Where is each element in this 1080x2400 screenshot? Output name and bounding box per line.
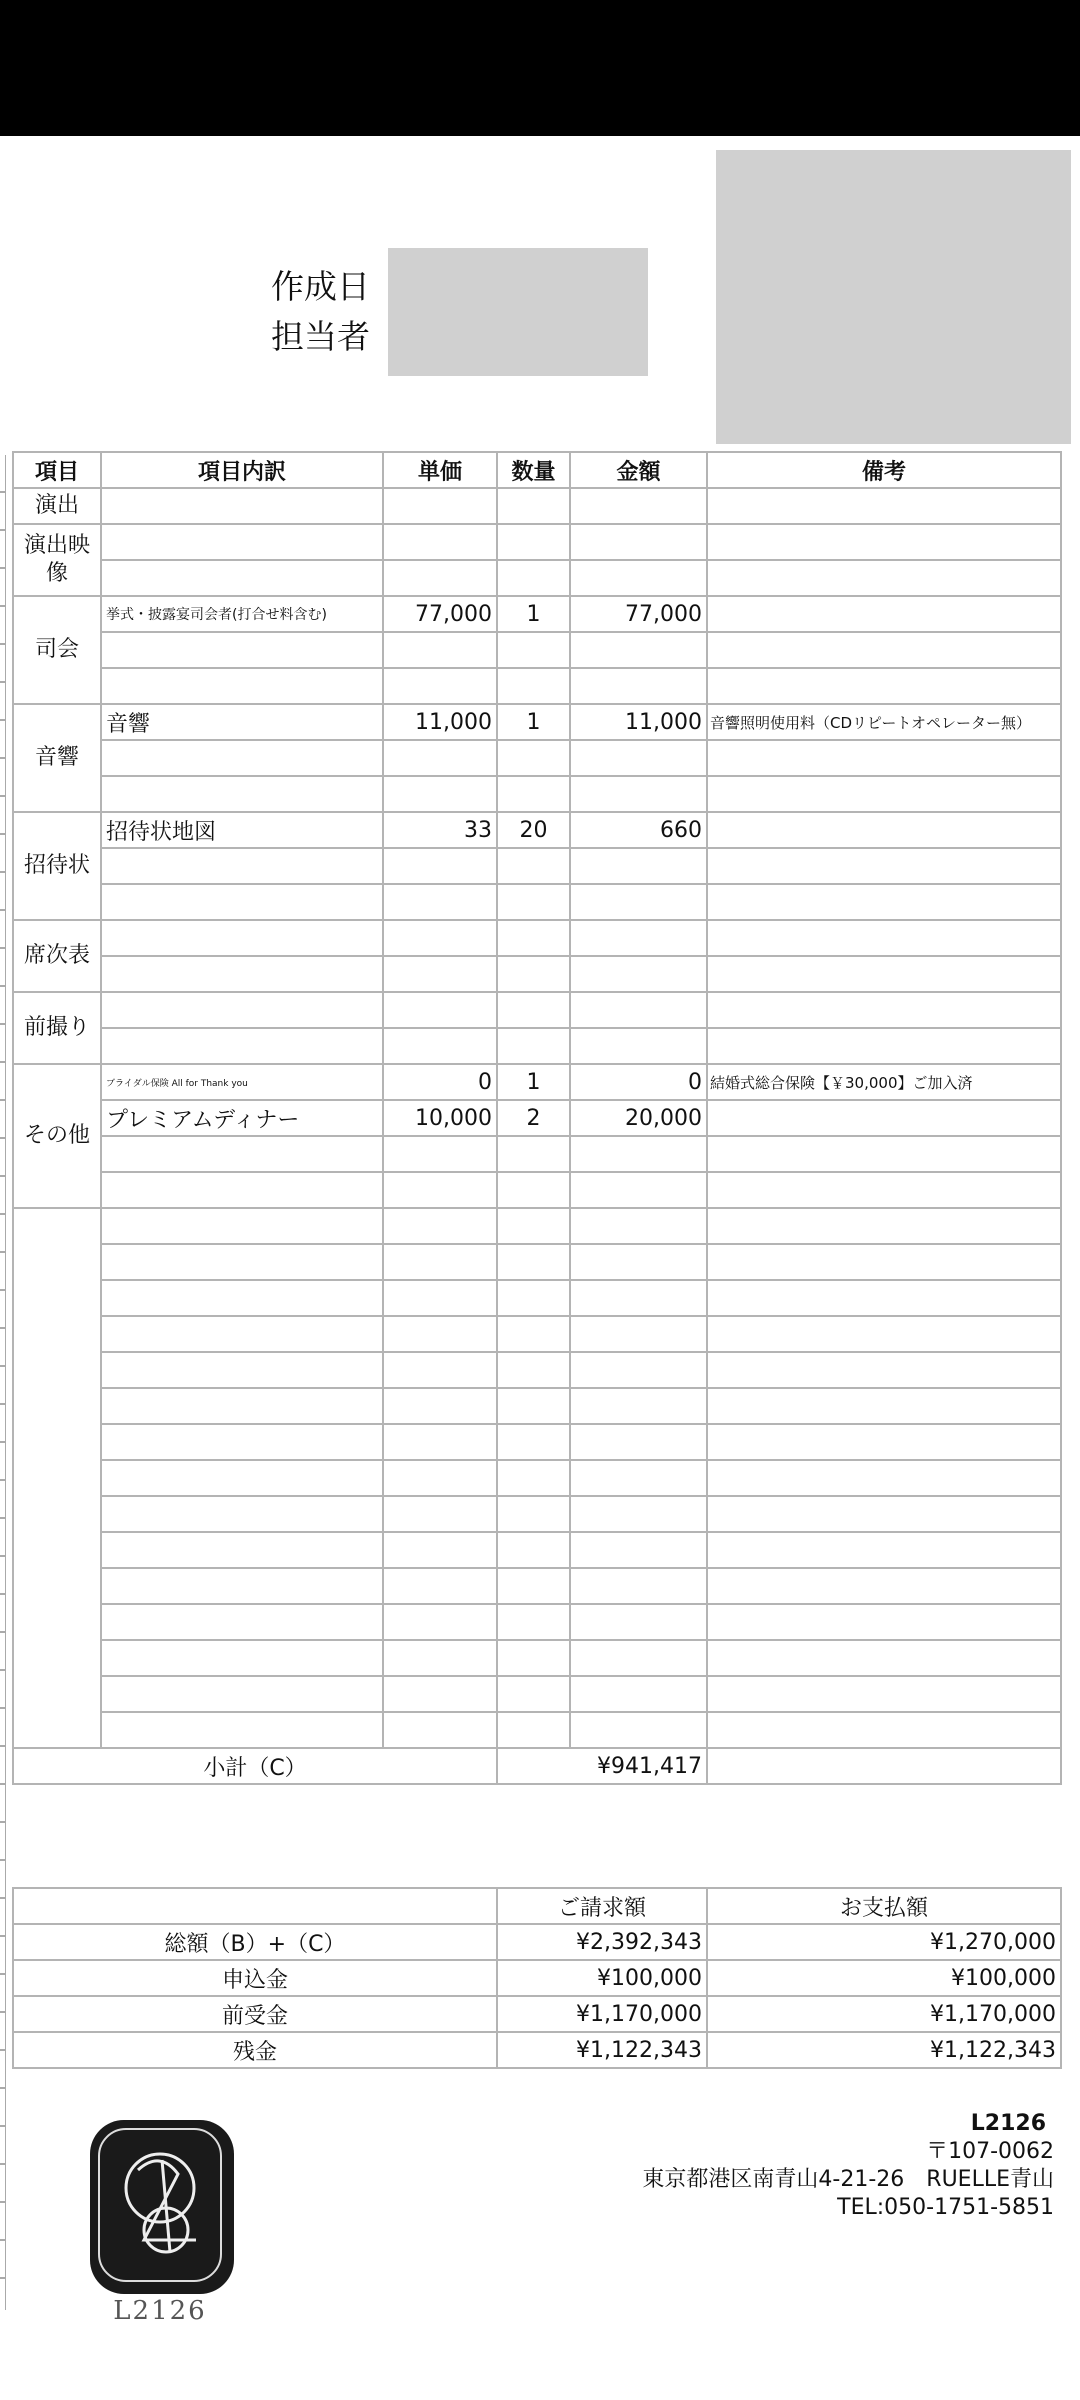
summary-label: 残金 (13, 2032, 497, 2068)
summary-billed: ¥1,170,000 (497, 1996, 707, 2032)
header-unit-price: 単価 (383, 452, 497, 488)
l2126-logo (90, 2120, 234, 2294)
qty-map: 20 (497, 812, 570, 848)
note-dinner (707, 1100, 1061, 1136)
item-insurance: ブライダル保険 All for Thank you (101, 1064, 383, 1100)
table-row (13, 1100, 1061, 1136)
payment-summary-table (12, 1887, 1062, 2069)
company-info (642, 2110, 1054, 2222)
header-paid: お支払額 (707, 1888, 1061, 1924)
summary-paid: ¥1,170,000 (707, 1996, 1061, 2032)
table-row (13, 1460, 1061, 1496)
postal-code: 〒107-0062 (926, 2139, 1054, 2164)
table-row (13, 884, 1061, 920)
table-row (13, 1676, 1061, 1712)
amount-insurance: 0 (570, 1064, 707, 1100)
created-date-label: 作成日 (271, 267, 370, 306)
table-row (13, 1136, 1061, 1172)
blank-category (13, 1208, 101, 1748)
summary-row-advance (13, 1996, 1061, 2032)
table-row (13, 560, 1061, 596)
subtotal-value: ¥941,417 (497, 1748, 707, 1784)
left-margin-rules (0, 455, 6, 2310)
table-row (13, 1352, 1061, 1388)
company-code: L2126 (970, 2111, 1046, 2136)
summary-billed: ¥1,122,343 (497, 2032, 707, 2068)
table-row (13, 1604, 1061, 1640)
summary-header-row (13, 1888, 1061, 1924)
header-billed: ご請求額 (497, 1888, 707, 1924)
header-category: 項目 (13, 452, 101, 488)
table-row (13, 1388, 1061, 1424)
table-row (13, 1064, 1061, 1100)
logo-wordmark: L2126 (113, 2296, 207, 2326)
table-row (13, 992, 1061, 1028)
table-row (13, 1208, 1061, 1244)
address: 東京都港区南青山4-21-26 RUELLE青山 (642, 2167, 1054, 2192)
amount-map: 660 (570, 812, 707, 848)
header-amount: 金額 (570, 452, 707, 488)
table-row (13, 812, 1061, 848)
note-mc (707, 596, 1061, 632)
table-row (13, 920, 1061, 956)
summary-paid: ¥100,000 (707, 1960, 1061, 1996)
header-note: 備考 (707, 452, 1061, 488)
phone: TEL:050-1751-5851 (837, 2195, 1054, 2220)
category-enshutsu: 演出 (13, 488, 101, 524)
table-row (13, 488, 1061, 524)
table-row (13, 1316, 1061, 1352)
category-sonota: その他 (13, 1064, 101, 1208)
price-map: 33 (383, 812, 497, 848)
item-mc: 挙式・披露宴司会者(打合せ料含む) (101, 596, 383, 632)
staff-label: 担当者 (271, 317, 370, 356)
table-row (13, 776, 1061, 812)
header-item: 項目内訳 (101, 452, 383, 488)
amount-mc: 77,000 (570, 596, 707, 632)
item-audio: 音響 (101, 704, 383, 740)
table-row (13, 1640, 1061, 1676)
amount-dinner: 20,000 (570, 1100, 707, 1136)
header-quantity: 数量 (497, 452, 570, 488)
summary-row-balance (13, 2032, 1061, 2068)
table-row (13, 848, 1061, 884)
summary-label: 総額（B）+（C） (13, 1924, 497, 1960)
category-sekijihyo: 席次表 (13, 920, 101, 992)
table-row (13, 524, 1061, 560)
summary-billed: ¥100,000 (497, 1960, 707, 1996)
qty-insurance: 1 (497, 1064, 570, 1100)
summary-row-total (13, 1924, 1061, 1960)
summary-row-application-fee (13, 1960, 1061, 1996)
redacted-stamp-area (716, 150, 1071, 444)
price-mc: 77,000 (383, 596, 497, 632)
note-audio: 音響照明使用料（CDリピートオペレーター無） (707, 704, 1061, 740)
document-meta (271, 262, 370, 362)
item-dinner: プレミアムディナー (101, 1100, 383, 1136)
price-audio: 11,000 (383, 704, 497, 740)
estimate-table (12, 451, 1062, 1785)
table-row (13, 596, 1061, 632)
price-insurance: 0 (383, 1064, 497, 1100)
category-shikai: 司会 (13, 596, 101, 704)
category-enshutsu-eizo: 演出映像 (13, 524, 101, 596)
table-row (13, 704, 1061, 740)
table-row (13, 956, 1061, 992)
table-row (13, 632, 1061, 668)
table-row (13, 1280, 1061, 1316)
price-dinner: 10,000 (383, 1100, 497, 1136)
summary-paid: ¥1,122,343 (707, 2032, 1061, 2068)
summary-billed: ¥2,392,343 (497, 1924, 707, 1960)
summary-paid: ¥1,270,000 (707, 1924, 1061, 1960)
qty-mc: 1 (497, 596, 570, 632)
subtotal-row (13, 1748, 1061, 1784)
table-row (13, 1568, 1061, 1604)
qty-dinner: 2 (497, 1100, 570, 1136)
amount-audio: 11,000 (570, 704, 707, 740)
category-shotaijo: 招待状 (13, 812, 101, 920)
item-map: 招待状地図 (101, 812, 383, 848)
table-row (13, 1244, 1061, 1280)
table-header-row (13, 452, 1061, 488)
logo-mark-icon (100, 2130, 220, 2280)
table-row (13, 668, 1061, 704)
status-bar (0, 0, 1080, 136)
table-row (13, 1172, 1061, 1208)
table-row (13, 1424, 1061, 1460)
category-onkyo: 音響 (13, 704, 101, 812)
note-map (707, 812, 1061, 848)
summary-label: 申込金 (13, 1960, 497, 1996)
subtotal-label: 小計（C） (13, 1748, 497, 1784)
category-maedori: 前撮り (13, 992, 101, 1064)
qty-audio: 1 (497, 704, 570, 740)
table-row (13, 1532, 1061, 1568)
table-row (13, 1496, 1061, 1532)
redacted-meta-values (388, 248, 648, 376)
summary-label: 前受金 (13, 1996, 497, 2032)
note-insurance: 結婚式総合保険【￥30,000】ご加入済 (707, 1064, 1061, 1100)
table-row (13, 1712, 1061, 1748)
table-row (13, 740, 1061, 776)
table-row (13, 1028, 1061, 1064)
